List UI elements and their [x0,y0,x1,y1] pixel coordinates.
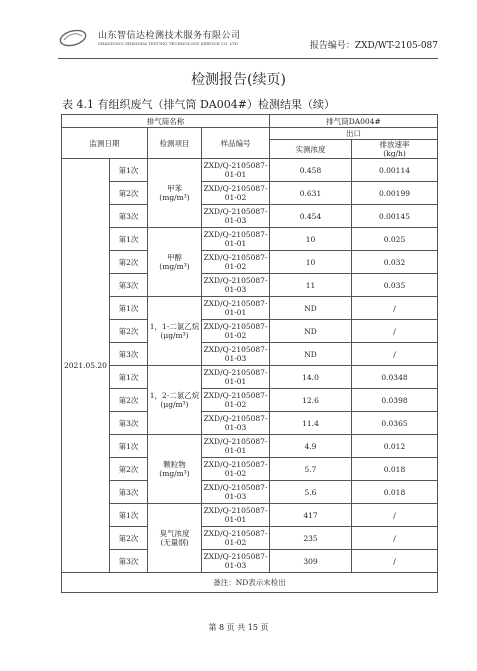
run-number: 第1次 [110,228,148,251]
emission-rate: 0.018 [352,458,438,481]
measured-concentration: 309 [270,550,352,573]
table-row [62,458,438,481]
test-item-unit: (μg/m³) [160,400,189,409]
emission-rate: 0.00199 [352,182,438,205]
sample-id: ZXD/Q-2105087-01-02 [202,320,270,343]
table-row [62,343,438,366]
measured-concentration: ND [270,343,352,366]
measured-concentration: 5.7 [270,458,352,481]
table-row [62,251,438,274]
rate-header-unit: (kg/h) [383,149,406,158]
run-number: 第3次 [110,343,148,366]
test-item-name: 1，1-二氯乙烷 [149,322,200,331]
emission-rate: 0.018 [352,481,438,504]
sample-id: ZXD/Q-2105087-01-01 [202,228,270,251]
sample-id: ZXD/Q-2105087-01-02 [202,251,270,274]
run-number: 第1次 [110,435,148,458]
emission-rate: 0.00114 [352,159,438,182]
run-number: 第2次 [110,320,148,343]
sample-id: ZXD/Q-2105087-01-01 [202,504,270,527]
test-item-name: 1，2-二氯乙烷 [149,391,200,400]
test-item-name: 甲苯 [167,184,182,193]
run-number: 第2次 [110,458,148,481]
run-number: 第1次 [110,366,148,389]
table-row [62,389,438,412]
test-item-unit: (无量纲) [160,538,189,547]
emission-rate: / [352,297,438,320]
measured-concentration: 0.458 [270,159,352,182]
run-number: 第1次 [110,504,148,527]
table-row [62,527,438,550]
rate-header-label: 排放速率 [379,140,410,149]
results-table [61,114,438,593]
measured-concentration: 10 [270,251,352,274]
measured-concentration: 5.6 [270,481,352,504]
test-item-name: 臭气浓度 [159,529,190,538]
test-item-unit: (mg/m³) [159,193,190,202]
stack-name-label: 排气筒名称 [62,115,270,128]
conc-header: 实测浓度 [270,140,352,159]
sample-id: ZXD/Q-2105087-01-03 [202,274,270,297]
test-item [148,435,202,504]
table-row [62,366,438,389]
sample-id: ZXD/Q-2105087-01-02 [202,182,270,205]
emission-rate: 0.025 [352,228,438,251]
measured-concentration: 11.4 [270,412,352,435]
test-item-unit: (μg/m³) [160,331,189,340]
page-title: 检测报告(续页) [191,72,286,88]
run-number: 第2次 [110,527,148,550]
table-row [62,412,438,435]
table-note-row [62,573,438,593]
rate-header [352,140,438,159]
measured-concentration: 235 [270,527,352,550]
emission-rate: / [352,343,438,366]
sample-id: ZXD/Q-2105087-01-02 [202,458,270,481]
sample-id: ZXD/Q-2105087-01-01 [202,435,270,458]
sample-id: ZXD/Q-2105087-01-03 [202,481,270,504]
measured-concentration: 14.0 [270,366,352,389]
test-item [148,297,202,366]
run-number: 第3次 [110,274,148,297]
company-name-cn: 山东智信达检测技术服务有限公司 [98,31,241,41]
date-header: 监测日期 [62,128,148,159]
emission-rate: 0.0398 [352,389,438,412]
item-header: 检测项目 [148,128,202,159]
test-item-unit: (mg/m³) [159,262,190,271]
table-title: 表 4.1 有组织废气（排气筒 DA004#）检测结果（续） [62,98,335,111]
sample-id: ZXD/Q-2105087-01-03 [202,343,270,366]
emission-rate: / [352,320,438,343]
table-row [62,205,438,228]
measured-concentration: 10 [270,228,352,251]
emission-rate: 0.032 [352,251,438,274]
sample-id: ZXD/Q-2105087-01-01 [202,159,270,182]
measured-concentration: ND [270,297,352,320]
sample-id: ZXD/Q-2105087-01-02 [202,389,270,412]
sample-id: ZXD/Q-2105087-01-03 [202,412,270,435]
run-number: 第3次 [110,481,148,504]
test-item [148,366,202,435]
table-row [62,504,438,527]
company-logo-icon [58,28,88,48]
test-item-unit: (mg/m³) [159,469,190,478]
company-name-en: SHANDONG ZHIXINDA TESTING TECHNOLOGY SERVICE CO. LTD [98,41,238,46]
emission-rate: / [352,504,438,527]
measured-concentration: ND [270,320,352,343]
measured-concentration: 0.454 [270,205,352,228]
measured-concentration: 417 [270,504,352,527]
run-number: 第1次 [110,159,148,182]
test-item [148,228,202,297]
sample-id: ZXD/Q-2105087-01-01 [202,366,270,389]
run-number: 第2次 [110,182,148,205]
test-item-name: 甲醇 [167,253,182,262]
outlet-header: 出口 [270,128,438,140]
emission-rate: 0.012 [352,435,438,458]
table-note: 备注：ND表示未检出 [62,573,438,593]
sample-id: ZXD/Q-2105087-01-02 [202,527,270,550]
page-header [58,26,438,56]
emission-rate: 0.0365 [352,412,438,435]
test-item [148,504,202,573]
run-number: 第1次 [110,297,148,320]
run-number: 第2次 [110,389,148,412]
run-number: 第3次 [110,205,148,228]
header-divider [58,58,438,59]
sample-id: ZXD/Q-2105087-01-03 [202,205,270,228]
table-row [62,182,438,205]
run-number: 第2次 [110,251,148,274]
measured-concentration: 4.9 [270,435,352,458]
table-row [62,274,438,297]
emission-rate: / [352,550,438,573]
table-row [62,159,438,182]
table-row [62,481,438,504]
table-row [62,320,438,343]
test-item [148,159,202,228]
sample-id: ZXD/Q-2105087-01-03 [202,550,270,573]
run-number: 第3次 [110,412,148,435]
measured-concentration: 11 [270,274,352,297]
table-row [62,435,438,458]
monitoring-date: 2021.05.20 [62,159,110,573]
emission-rate: 0.0348 [352,366,438,389]
emission-rate: 0.035 [352,274,438,297]
page-number: 第 8 页 共 15 页 [208,623,269,632]
sample-header: 样品编号 [202,128,270,159]
emission-rate: 0.00145 [352,205,438,228]
measured-concentration: 12.6 [270,389,352,412]
table-row [62,228,438,251]
run-number: 第3次 [110,550,148,573]
table-row [62,550,438,573]
sample-id: ZXD/Q-2105087-01-01 [202,297,270,320]
test-item-name: 颗粒物 [163,460,186,469]
measured-concentration: 0.631 [270,182,352,205]
stack-name-value: 排气筒DA004# [270,115,438,128]
emission-rate: / [352,527,438,550]
report-number: 报告编号：ZXD/WT-2105-087 [309,41,438,51]
table-row [62,297,438,320]
